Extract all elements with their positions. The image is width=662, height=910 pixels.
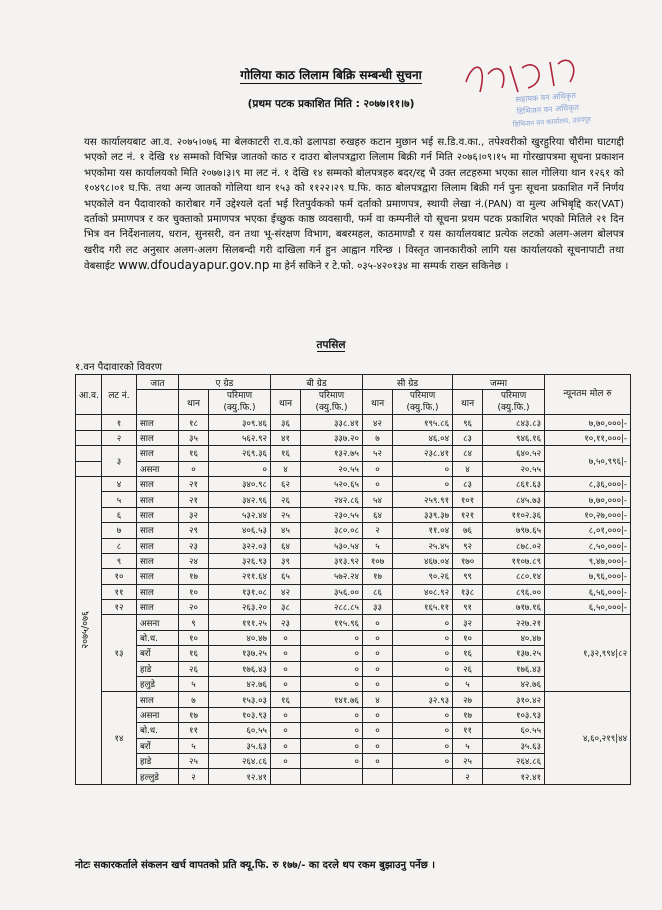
min-price: ७,५०,९९६|- [545,446,631,477]
species-name: साल [137,430,179,445]
grade-a-count: ३५ [179,430,209,445]
grade-b-count: १६ [271,692,301,707]
grade-c-volume: २५९.९१ [393,492,453,507]
species-name: असना [137,707,179,722]
grade-a-volume: ४२.७६ [209,677,271,692]
grade-a-count: २० [179,600,209,615]
grade-b-volume: ३१३.९२ [301,553,363,568]
grade-a-volume: ६०.५५ [209,723,271,738]
total-volume: ८४३.८३ [483,415,545,430]
total-count: २६ [453,661,483,676]
grade-a-count: २४ [179,553,209,568]
total-count: ८४ [453,446,483,461]
min-price: ८,३६,०००|- [545,476,631,491]
grade-a-volume: ५६२.९२ [209,430,271,445]
table-row [76,553,631,568]
total-volume: १३७.२५ [483,646,545,661]
fiscal-year-cell [76,461,102,476]
table-row [76,523,631,538]
total-volume: ४२.७६ [483,677,545,692]
grade-a-count: २१ [179,492,209,507]
grade-a-count: ११ [179,723,209,738]
grade-b-volume [301,769,363,784]
grade-a-count: १८ [179,415,209,430]
grade-c-volume: २३८.४१ [393,446,453,461]
header-fiscal-year: आ.व. [76,375,102,415]
grade-c-volume: ० [393,707,453,722]
table-row [76,415,631,430]
total-count: ८३ [453,430,483,445]
grade-b-volume: ५२०.६५ [301,476,363,491]
grade-c-volume: ११.०४ [393,523,453,538]
grade-c-volume: ३२.९३ [393,692,453,707]
species-name: साल [137,692,179,707]
lot-number: २ [102,430,137,445]
grade-c-volume: ० [393,753,453,768]
total-volume: ४०.४७ [483,630,545,645]
lot-number: १२ [102,600,137,615]
table-row [76,615,631,630]
grade-b-count: ३९ [271,553,301,568]
grade-b-count: ४१ [271,430,301,445]
header-volume: परिमाण (क्यु.फि.) [301,390,363,415]
total-count: २५ [453,753,483,768]
grade-c-volume: ० [393,630,453,645]
species-name: साल [137,584,179,599]
header-count: थान [271,390,301,415]
total-count: ९६ [453,415,483,430]
lot-number: १ [102,415,137,430]
header-count: थान [363,390,393,415]
grade-a-volume: १३७.२५ [209,646,271,661]
grade-b-count: ० [271,707,301,722]
grade-c-volume: १९५.८६ [393,415,453,430]
species-name: साल [137,569,179,584]
body-contact: मा हेर्न सकिने र टे.फो. ०३५-४२०१३४ मा सम्पर्क राख्न सकिनेछ । [272,261,509,273]
total-volume: ८७८.०२ [483,538,545,553]
grade-b-volume: २३०.५५ [301,507,363,522]
total-volume: २६४.८६ [483,753,545,768]
lot-number: १३ [102,615,137,692]
species-name: साल [137,553,179,568]
grade-c-volume: १६५.११ [393,600,453,615]
min-price: ७,७०,०००|- [545,492,631,507]
grade-c-count: ० [363,677,393,692]
total-count: ११ [453,723,483,738]
species-name: साल [137,523,179,538]
grade-b-count: ० [271,661,301,676]
header-grade-c: सी ग्रेड [363,375,453,390]
species-name: बो.ध. [137,630,179,645]
grade-c-count: ० [363,707,393,722]
total-count: ७६ [453,523,483,538]
fiscal-year-cell [76,430,102,445]
header-count: थान [179,390,209,415]
header-grade-a: ए ग्रेड [179,375,271,390]
grade-b-volume: ५३०.५४ [301,538,363,553]
total-volume: ७१७.१६ [483,600,545,615]
lot-number: ५ [102,492,137,507]
header-volume: परिमाण (क्यु.फि.) [483,390,545,415]
grade-c-volume: ० [393,476,453,491]
grade-a-count: २९ [179,523,209,538]
grade-c-volume: २५.४५ [393,538,453,553]
grade-c-count: ० [363,753,393,768]
grade-c-volume: ० [393,461,453,476]
grade-b-count: २५ [271,507,301,522]
grade-b-volume: ० [301,677,363,692]
grade-c-count: ६४ [363,507,393,522]
table-row [76,569,631,584]
total-volume: १७६.४३ [483,661,545,676]
species-name: बर्रो [137,646,179,661]
lot-number: ९ [102,553,137,568]
grade-c-volume: ४६.०४ [393,430,453,445]
lot-number: ४ [102,476,137,491]
species-name: हल्लुडे [137,769,179,784]
header-volume: परिमाण (क्यु.फि.) [393,390,453,415]
schedule-title: तपसिल [316,339,346,351]
species-name: साल [137,600,179,615]
total-volume: ७९७.६५ [483,523,545,538]
table-row [76,507,631,522]
lot-number: ७ [102,523,137,538]
grade-c-count: ० [363,738,393,753]
grade-b-count: ० [271,630,301,645]
grade-a-volume: ३५.६३ [209,738,271,753]
total-count: १६ [453,646,483,661]
website-link[interactable]: www.dfoudayapur.gov.np [118,258,270,273]
grade-a-volume: २६३.२० [209,600,271,615]
grade-b-volume: ३८०.०८ [301,523,363,538]
header-total: जम्मा [453,375,545,390]
grade-b-count: ० [271,646,301,661]
grade-b-volume: ३३८.४१ [301,415,363,430]
species-name: साल [137,538,179,553]
grade-a-count: २३ [179,538,209,553]
grade-a-volume: ३२६.९३ [209,553,271,568]
total-volume: २०.५५ [483,461,545,476]
total-volume: १२.४१ [483,769,545,784]
grade-c-count: ३३ [363,600,393,615]
total-count: ३२ [453,615,483,630]
grade-b-volume: ३५६.०० [301,584,363,599]
notice-subtitle: (प्रथम पटक प्रकाशित मिति : २०७७।११।७) [247,98,415,110]
grade-a-count: १७ [179,707,209,722]
min-price: ८,५०,०००|- [545,538,631,553]
grade-a-volume: १३१.०८ [209,584,271,599]
grade-b-count: ६२ [271,476,301,491]
grade-c-count: ८६ [363,584,393,599]
grade-b-count: ४५ [271,523,301,538]
grade-b-volume: ० [301,723,363,738]
grade-b-volume: ५७२.२४ [301,569,363,584]
grade-a-volume: १०३.९३ [209,707,271,722]
grade-a-count: २१ [179,476,209,491]
grade-c-count: ५ [363,538,393,553]
grade-c-count: ५२ [363,446,393,461]
grade-b-volume: २४२.८६ [301,492,363,507]
grade-a-count: १६ [179,646,209,661]
grade-c-volume: ९०.२६ [393,569,453,584]
species-name: बो.ध. [137,723,179,738]
grade-a-volume: ३२२.०३ [209,538,271,553]
grade-a-count: १७ [179,569,209,584]
grade-b-volume: ० [301,661,363,676]
body-paragraph: यस कार्यालयबाट आ.व. २०७५।०७६ मा बेलकाटरी रा.व.को ढलापडा रुखहरु कटान मुछान भई स.डि.व.का., तपेश्वरीको खुरहुरिया चौरीमा घाटगद्दी भएको लट नं. १ देखि १४ सम्मको विभिन्न जातको काठ र दाउरा बोलपत्रद्वारा लिलाम बिक्री गर्न मिति २०७६।०९।१५ मा गोरखापत्रमा सूचना प्रकाशन भएकोमा यस कार्यालयको मिति २०७७।३।९ मा लट नं. १ देखि १४ सम्मको बोलपत्रहरु बदर/रद्द भै उक्त लटहरुमा भएका साल गोलिया थान १२६१ को १०४९८।०१ घ.फि. तथा अन्य जातको गोलिया थान १५३ को ११२२।२९ घ.फि. काठ बोलपत्रद्वारा लिलाम बिक्री गर्न पुनः सूचना प्रकाशित गर्ने निर्णय भएकोले वन पैदावारको कारोबार गर्ने उद्देश्यले दर्ता भई रितपुर्वकको फर्म दर्ताको प्रमाणपत्र, स्थायी लेखा नं.(PAN) वा मुल्य अभिबृद्दि कर(VAT) दर्ताको प्रमाणपत्र र कर चुक्ताको प्रमाणपत्र भएका ईच्छुक काष्ठ व्यवसायी, फर्म वा कम्पनीले यो सूचना प्रथम पटक प्रकाशित भएको मितिले २१ दिन भित्र वन निर्देशनालय, धरान, सुनसरी, वन तथा भू-संरक्षण विभाग, बबरमहल, काठमाण्डौ र यस कार्यालयबाट प्रत्येक लटको अलग-अलग बोलपत्र खरीद गरी लट अनुसार अलग-अलग सिलबन्दी गरी दाखिला गर्न हुन आह्वान गरिन्छ । विस्तृत जानकारीको लागि यस कार्यालयको सूचनापाटी तथा वेबसाईट [84,137,624,273]
table-row [76,476,631,491]
grade-c-count: ० [363,461,393,476]
species-name: साल [137,507,179,522]
grade-a-volume: १११.२५ [209,615,271,630]
grade-a-count: ५ [179,677,209,692]
grade-b-volume: ० [301,646,363,661]
min-price: ६,५०,०००|- [545,600,631,615]
grade-a-count: २५ [179,753,209,768]
grade-c-count: ० [363,476,393,491]
grade-b-count: २३ [271,615,301,630]
grade-c-count: ४२ [363,415,393,430]
total-count: ४ [453,461,483,476]
total-count: १० [453,630,483,645]
species-name: हलुडे [137,677,179,692]
fiscal-year-label: २०७५/०७६ [80,611,91,650]
total-volume: ८४५.७३ [483,492,545,507]
grade-b-count: १६ [271,446,301,461]
grade-b-count: ४२ [271,584,301,599]
min-price: १,३२,९९४|८२ [545,615,631,692]
grade-c-volume: ४०८.९२ [393,584,453,599]
min-price: ७,९६,०००|- [545,569,631,584]
table-row [76,430,631,445]
total-volume: ९४६.१६ [483,430,545,445]
grade-b-volume: ३३७.२० [301,430,363,445]
grade-c-volume: ० [393,661,453,676]
lot-number: ६ [102,507,137,522]
header-grade-b: बी ग्रेड [271,375,363,390]
table-row [76,446,631,461]
min-price: ७,७०,०००|- [545,415,631,430]
table-row [76,600,631,615]
grade-c-volume [393,769,453,784]
grade-a-count: ९ [179,615,209,630]
grade-b-volume: ० [301,738,363,753]
total-count: ८३ [453,476,483,491]
grade-a-count: १० [179,630,209,645]
total-volume: ६०.५५ [483,723,545,738]
grade-c-count: १७ [363,569,393,584]
grade-b-volume: १३२.७५ [301,446,363,461]
fiscal-year-cell [76,476,102,784]
fiscal-year-cell [76,415,102,430]
stamp-line-1: सहायक वन अधिकृत [515,90,577,105]
grade-b-count: ३६ [271,415,301,430]
lot-table [75,374,631,785]
grade-c-count: ७ [363,430,393,445]
collection-fee-note: नोटः सकारकर्ताले संकलन खर्च वापतको प्रति क्यू.फि. रु १७७/- का दरले थप रकम बुझाउनु पर्नेछ । [75,860,435,871]
total-count: २७ [453,692,483,707]
total-volume: २२७.२१ [483,615,545,630]
grade-a-count: १६ [179,446,209,461]
total-count: १३८ [453,584,483,599]
grade-b-volume: १४१.७६ [301,692,363,707]
section-title: १.वन पैदावारको विवरण [75,362,162,373]
total-volume: १०३.९३ [483,707,545,722]
table-row [76,538,631,553]
min-price: १०,११,०००|- [545,430,631,445]
stamp-line-3: डिभिजन वन कार्यालय, उदयपुर [512,115,592,129]
total-volume: ८६१.६३ [483,476,545,491]
grade-c-count: ० [363,723,393,738]
grade-a-count: २६ [179,661,209,676]
header-volume: परिमाण (क्यु.फि.) [209,390,271,415]
grade-c-volume: ० [393,677,453,692]
grade-a-volume: ० [209,461,271,476]
grade-b-count: ० [271,753,301,768]
grade-c-count: ० [363,646,393,661]
notice-body [84,135,624,275]
grade-c-count: २ [363,523,393,538]
total-volume: ११०२.३६ [483,507,545,522]
lot-number: ३ [102,446,137,477]
min-price: ४,६०,२१९|४४ [545,692,631,784]
min-price: ८,०१,०००|- [545,523,631,538]
total-count: ९९ [453,569,483,584]
grade-a-volume: ४०.४७ [209,630,271,645]
grade-b-count: ० [271,677,301,692]
grade-c-volume: ३३९.३७ [393,507,453,522]
total-count: ९२ [453,538,483,553]
total-volume: ८९६.०० [483,584,545,599]
grade-b-volume: २८८.८५ [301,600,363,615]
min-price: १०,२७,०००|- [545,507,631,522]
grade-a-volume: ४०६.५३ [209,523,271,538]
grade-a-count: ० [179,461,209,476]
grade-c-volume: ४६७.०४ [393,553,453,568]
grade-b-count: ३८ [271,600,301,615]
grade-a-volume: ३४२.९६ [209,492,271,507]
species-name: हाडे [137,753,179,768]
signature-stamp [458,52,608,136]
grade-c-count: १०७ [363,553,393,568]
header-species: जात [137,375,179,390]
total-count: १७ [453,707,483,722]
grade-c-volume: ० [393,646,453,661]
grade-a-volume: १२.४१ [209,769,271,784]
grade-c-count: ० [363,615,393,630]
grade-c-volume: ० [393,723,453,738]
lot-number: ११ [102,584,137,599]
total-count: २ [453,769,483,784]
grade-b-count: २६ [271,492,301,507]
grade-a-count: ५ [179,738,209,753]
total-count: १०१ [453,492,483,507]
grade-a-volume: ३०९.४६ [209,415,271,430]
min-price: ६,५६,०००|- [545,584,631,599]
species-name: साल [137,476,179,491]
grade-b-volume: ११५.९६ [301,615,363,630]
total-count: ९१ [453,600,483,615]
grade-a-count: ७ [179,692,209,707]
species-name: असना [137,461,179,476]
fiscal-year-cell [76,446,102,461]
grade-b-volume: २०.५५ [301,461,363,476]
grade-a-volume: १७६.४३ [209,661,271,676]
grade-a-volume: २६४.८६ [209,753,271,768]
grade-a-volume: ५३२.४४ [209,507,271,522]
total-count: १२१ [453,507,483,522]
species-name: हाडे [137,661,179,676]
total-count: १७० [453,553,483,568]
grade-c-count: ० [363,630,393,645]
total-volume: ११०७.८९ [483,553,545,568]
grade-c-count [363,769,393,784]
grade-b-count: ० [271,738,301,753]
grade-a-volume: २६९.३६ [209,446,271,461]
header-count: थान [453,390,483,415]
grade-b-count: ६४ [271,538,301,553]
total-volume: ३१०.४२ [483,692,545,707]
grade-b-volume: ० [301,707,363,722]
min-price: ९,४७,०००|- [545,553,631,568]
species-name: बर्रो [137,738,179,753]
grade-b-volume: ० [301,630,363,645]
table-row [76,584,631,599]
species-name: साल [137,492,179,507]
table-row [76,492,631,507]
grade-b-count: ६५ [271,569,301,584]
lot-number: १४ [102,692,137,784]
grade-a-count: ३२ [179,507,209,522]
total-volume: ८८०.१४ [483,569,545,584]
grade-c-volume: ० [393,738,453,753]
header-min-price: न्यूनतम मोल रु [545,375,631,415]
total-count: ५ [453,738,483,753]
notice-title: गोलिया काठ लिलाम बिक्रि सम्बन्धी सुचना [240,68,422,82]
grade-b-count: ० [271,723,301,738]
stamp-line-2: डिभिजन वन अधिकृत [516,102,580,117]
grade-c-volume: ० [393,615,453,630]
grade-a-volume: ३४०.९८ [209,476,271,491]
species-name: साल [137,446,179,461]
lot-number: ८ [102,538,137,553]
lot-table-body [76,415,631,784]
total-volume: ६४०.५२ [483,446,545,461]
grade-a-count: २ [179,769,209,784]
species-name: साल [137,415,179,430]
table-row [76,692,631,707]
species-name: असना [137,615,179,630]
header-lot: लट नं. [102,375,137,415]
total-volume: ३५.६३ [483,738,545,753]
grade-a-volume: २११.६४ [209,569,271,584]
grade-c-count: ४ [363,692,393,707]
lot-number: १० [102,569,137,584]
total-count: ५ [453,677,483,692]
grade-c-count: ० [363,661,393,676]
grade-a-volume: १५३.०३ [209,692,271,707]
grade-b-volume: ० [301,753,363,768]
grade-a-count: १० [179,584,209,599]
grade-b-count [271,769,301,784]
grade-b-count: ४ [271,461,301,476]
grade-c-count: ५४ [363,492,393,507]
